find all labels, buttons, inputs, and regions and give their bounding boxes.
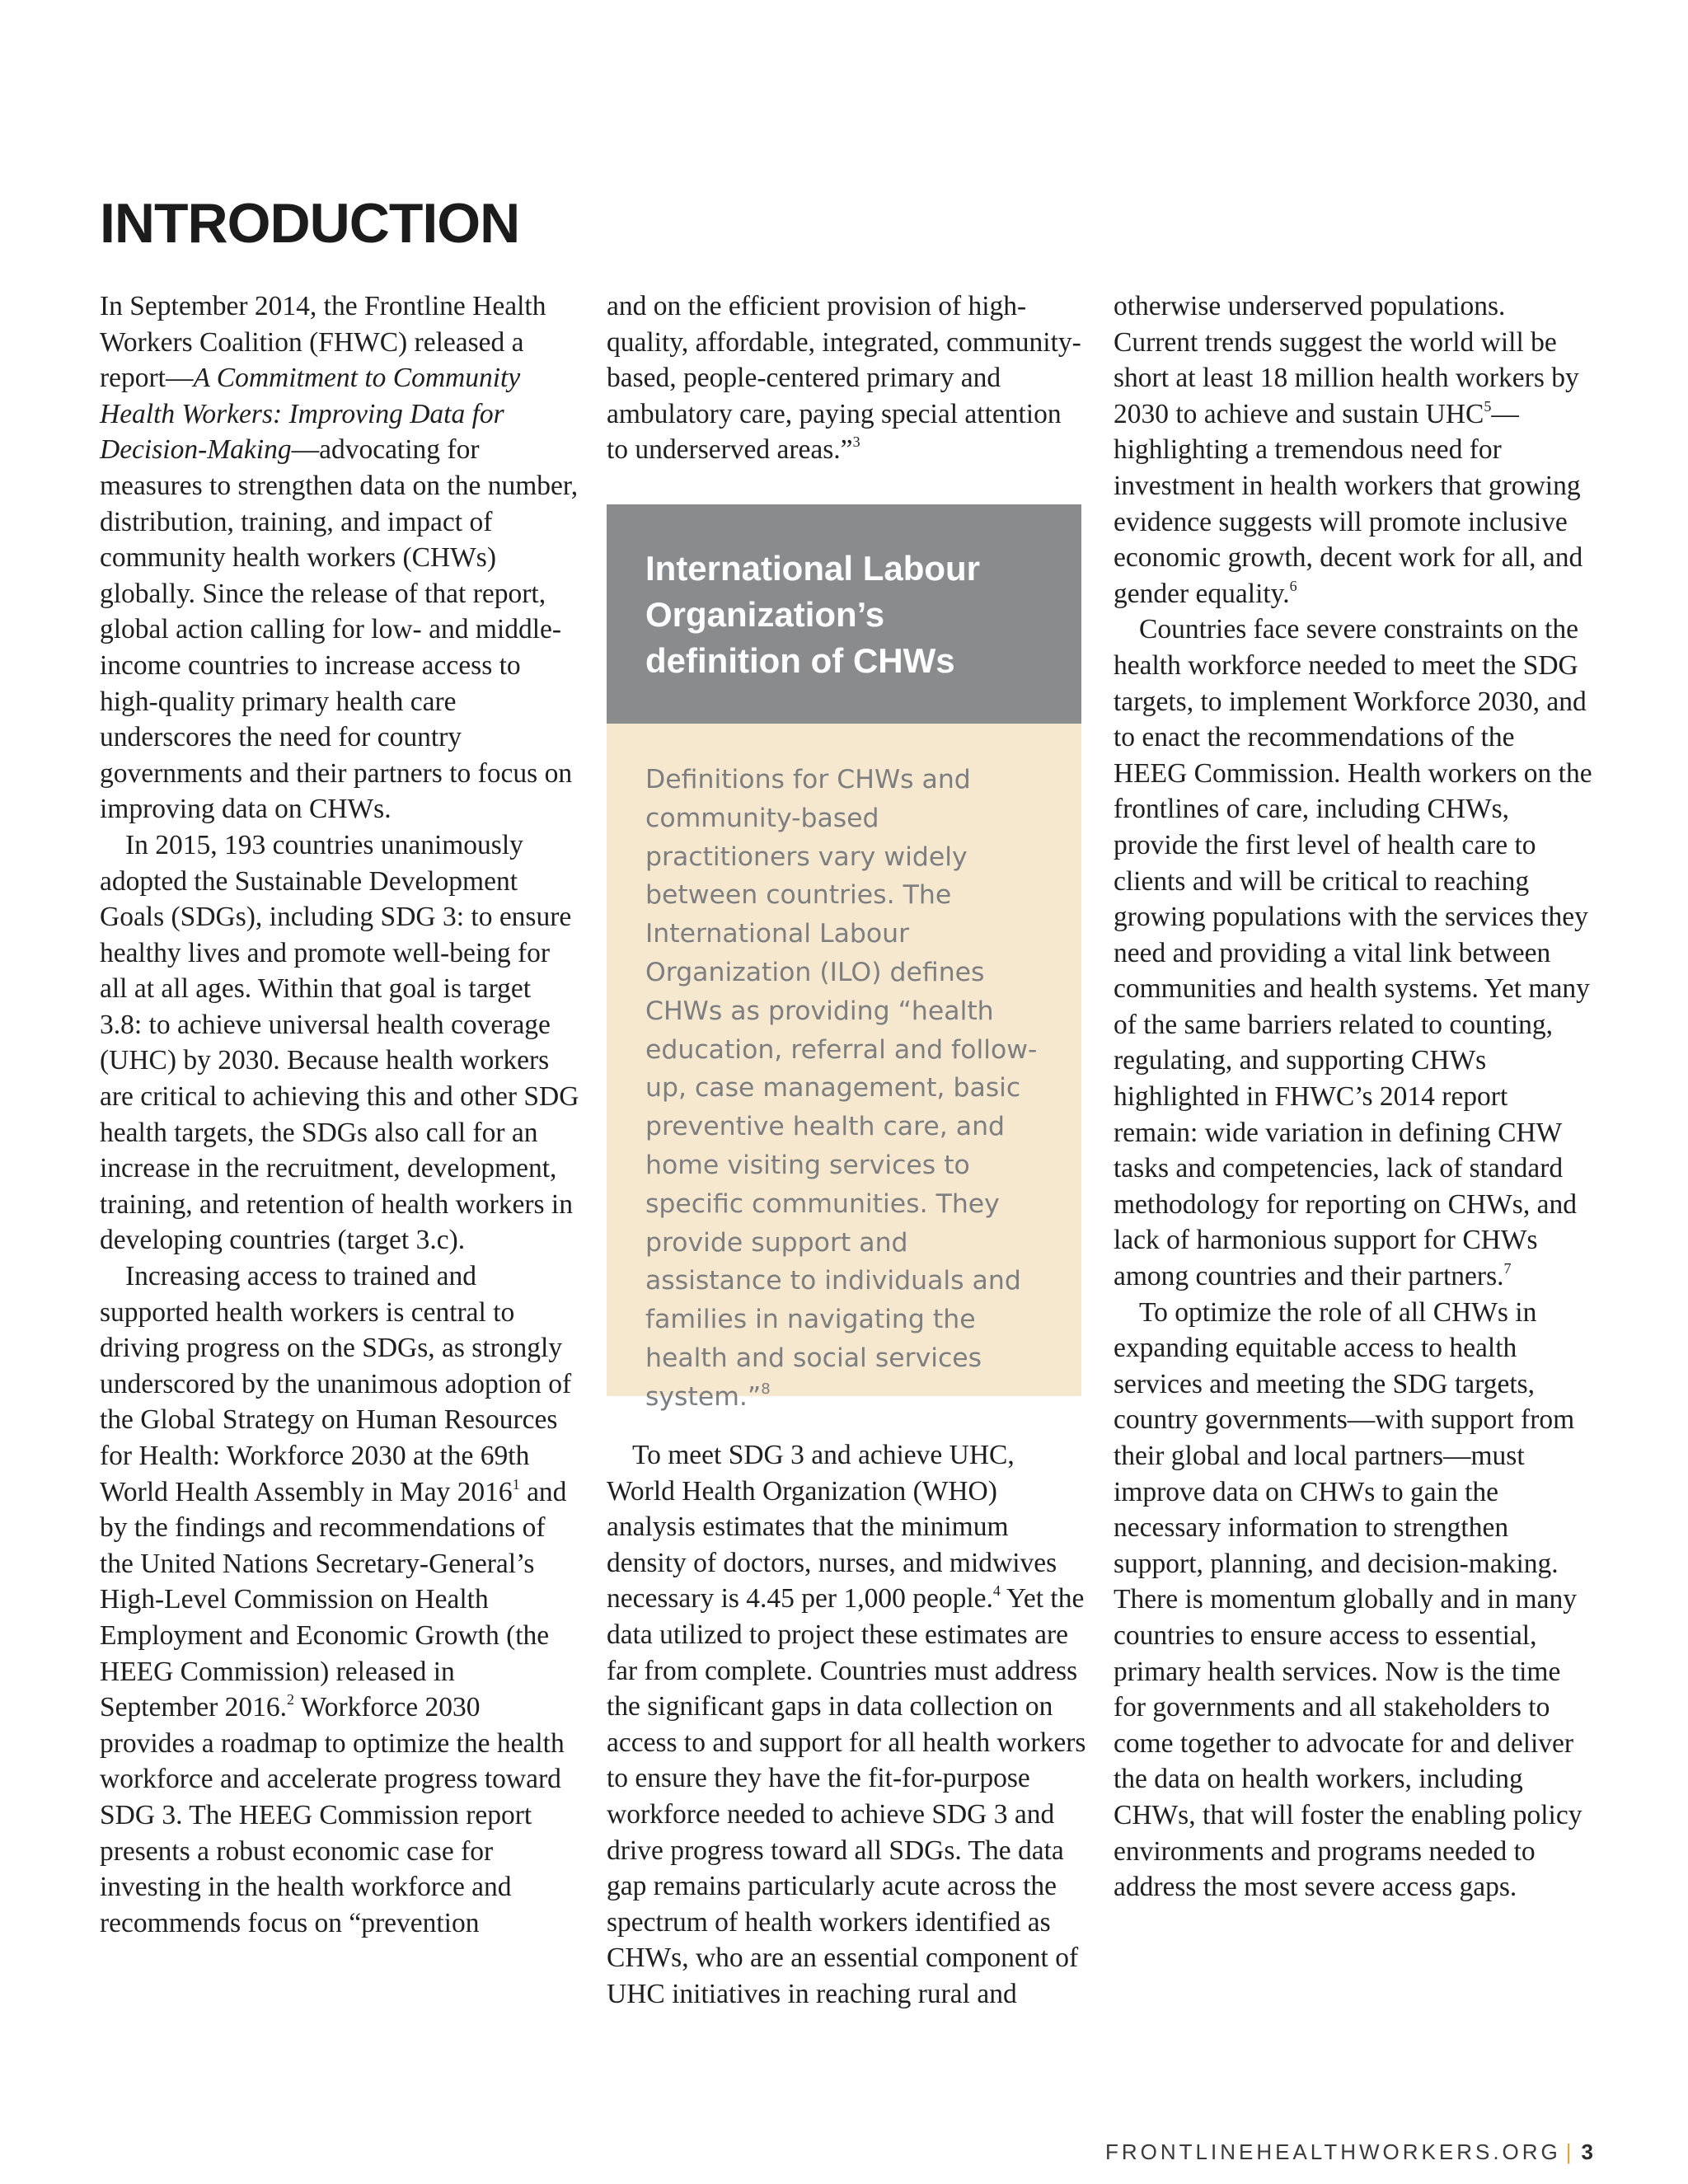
paragraph: To meet SDG 3 and achieve UHC, World Health Organization (WHO) analysis estimates that the minimum density of doctors, nurses, and midwives necessary is 4.45 per 1,000 people.$^4$ Yet the data utilized to project these estimates are far from complete. Countries must address the significant gaps in data collection on access to and support for all health workers to ensure they have the fit-for-purpose workforce needed to achieve SDG 3 and drive progress toward all SDGs. The data gap remains particularly acute across the spectrum of health workers identified as CHWs, who are an essential component of UHC initiatives in reaching rural and	[607, 1440, 1086, 2009]
paragraph: In September 2014, the Frontline Health Workers Coalition (FHWC) released a report—A Commitment to Community Health Workers: Improving Data for Decision-Making—advocating for measures to strengthen data on the number, distribution, training, and impact of community health workers (CHWs) globally. Since the release of that report, global action calling for low- and middle-income countries to increase access to high-quality primary health care underscores the need for country governments and their partners to focus on improving data on CHWs.	[100, 291, 579, 825]
text-column-3	[1114, 288, 1593, 1905]
footnote-ref: 7	[1503, 1260, 1512, 1277]
footnote-ref: 3	[852, 434, 860, 451]
paragraph: otherwise underserved populations. Current trends suggest the world will be short at least 18 million health workers by 2030 to achieve and sustain UHC$^5$—highlighting a tremendous need for investment in health workers that growing evidence suggests will promote inclusive economic growth, decent work for all, and gender equality.$^6$	[1114, 291, 1583, 609]
paragraph: and on the efficient provision of high-quality, affordable, integrated, community-based, people-centered primary and ambulatory care, paying special attention to underserved areas.”$^3$	[607, 291, 1081, 466]
page-number: 3	[1581, 2139, 1593, 2164]
footnote-ref: 6	[1289, 577, 1297, 594]
paragraph: Increasing access to trained and supported health workers is central to driving progress on the SDGs, as strongly underscored by the unanimous adoption of the Global Strategy on Human Resources for Health: Workforce 2030 at the 69th World Health Assembly in May 2016$^1$ and by the findings and recommendations of the United Nations Secretary-General’s High-Level Commission on Health Employment and Economic Growth (the HEEG Commission) released in September 2016.$^2$ Workforce 2030 provides a roadmap to optimize the health workforce and accelerate progress toward SDG 3. The HEEG Commission report presents a robust economic case for investing in the health workforce and recommends focus on “prevention	[100, 1261, 572, 1938]
text-column-2-top	[607, 288, 1086, 468]
footnote-ref: 1	[512, 1475, 520, 1493]
text-column-2-bottom	[607, 1437, 1086, 2013]
footnote-ref: 5	[1484, 397, 1492, 415]
footer-separator: |	[1565, 2139, 1572, 2164]
paragraph: Countries face severe constraints on the health workforce needed to meet the SDG targets, to implement Workforce 2030, and to enact the recommendations of the HEEG Commission. Health workers on the frontlines of care, including CHWs, provide the first level of health care to clients and will be critical to reaching growing populations with the services they need and providing a vital link between communities and health systems. Yet many of the same barriers related to counting, regulating, and supporting CHWs highlighted in FHWC’s 2014 report remain: wide variation in defining CHW tasks and competencies, lack of standard methodology for reporting on CHWs, and lack of harmonious support for CHWs among countries and their partners.$^7$	[1114, 614, 1592, 1292]
sidebar-box	[607, 504, 1081, 1412]
report-title: A Commitment to Community Health Workers: Improving Data for Decision-Making	[100, 363, 521, 466]
footnote-ref: 8	[761, 1380, 771, 1398]
sidebar-title: International Labour Organization’s definition of CHWs	[645, 549, 981, 680]
paragraph: To optimize the role of all CHWs in expanding equitable access to health services and meeting the SDG targets, country governments—with support from their global and local partners—must improve data on CHWs to gain the necessary information to strengthen support, planning, and decision-making. There is momentum globally and in many countries to ensure access to essential, primary health services. Now is the time for governments and all stakeholders to come together to advocate for and deliver the data on health workers, including CHWs, that will foster the enabling policy environments and programs needed to address the most severe access gaps.	[1114, 1296, 1582, 1903]
paragraph: In 2015, 193 countries unanimously adopted the Sustainable Development Goals (SDGs), including SDG 3: to ensure healthy lives and promote well-being for all at all ages. Within that goal is target 3.8: to achieve universal health coverage (UHC) by 2030. Because health workers are critical to achieving this and other SDG health targets, the SDGs also call for an increase in the recruitment, development, training, and retention of health workers in developing countries (target 3.c).	[100, 829, 579, 1256]
sidebar-body: Definitions for CHWs and community-based practitioners vary widely between countries. The International Labour Organization (ILO) defines CHWs as providing “health education, referral and follow-up, case management, basic preventive health care, and home visiting services to specific communities. They provide support and assistance to individuals and families in navigating the health and social services system.”$^8$	[645, 765, 1038, 1412]
page-footer	[1105, 2139, 1593, 2165]
text-column-1	[100, 288, 579, 1941]
footnote-ref: 2	[287, 1691, 295, 1708]
footnote-ref: 4	[992, 1582, 1001, 1600]
sidebar-header	[607, 504, 1081, 724]
footer-site: FRONTLINEHEALTHWORKERS.ORG	[1104, 2139, 1561, 2164]
page-title: INTRODUCTION	[100, 192, 520, 255]
